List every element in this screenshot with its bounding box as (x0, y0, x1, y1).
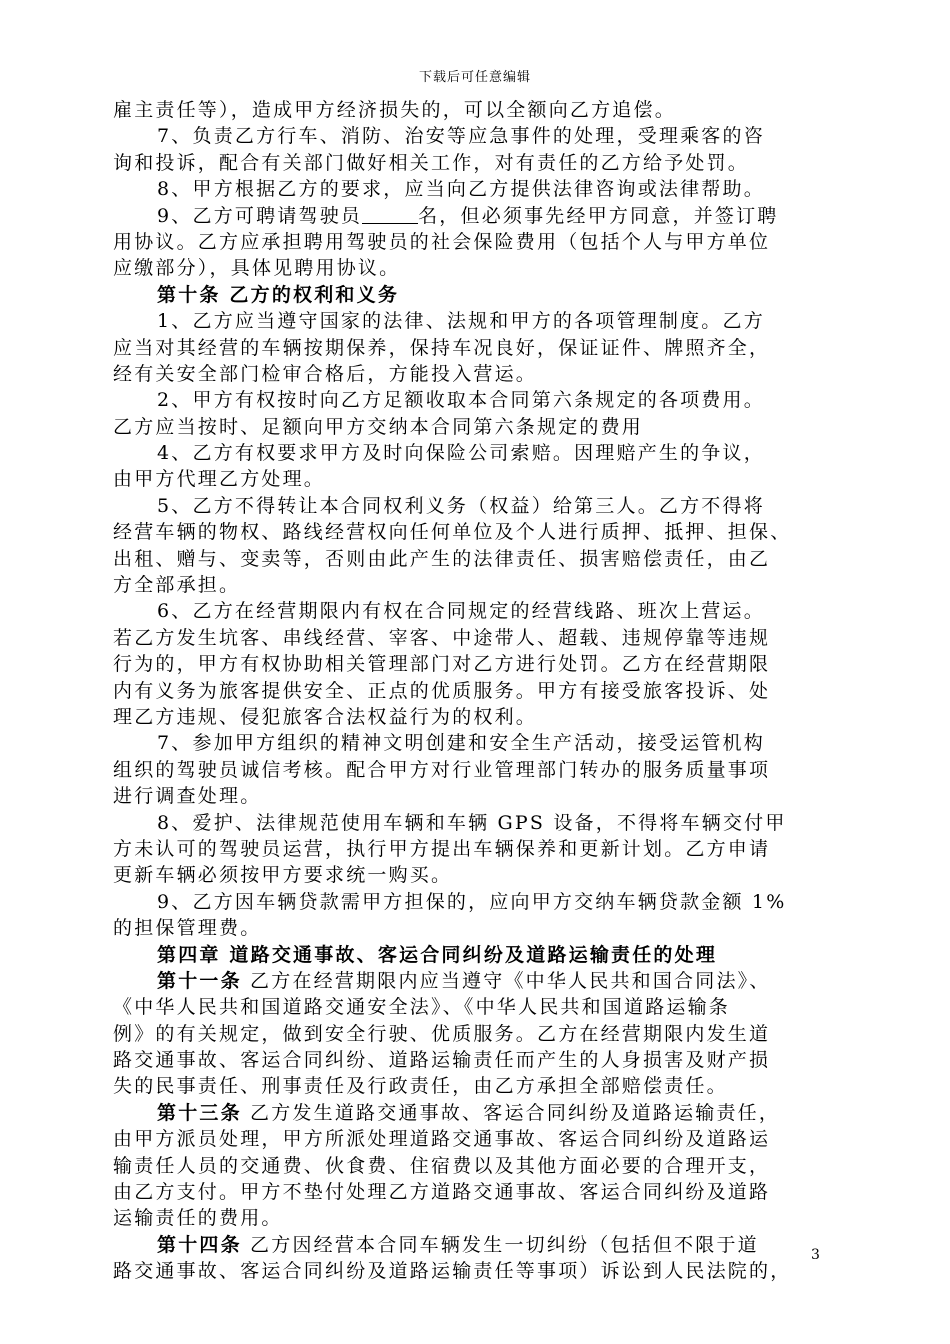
line-text: 经有关安全部门检审合格后，方能投入营运。 (113, 362, 538, 385)
line-text: 方未认可的驾驶员运营，执行甲方提出车辆保养和更新计划。乙方申请 (113, 837, 771, 860)
page-number: 3 (811, 1247, 820, 1263)
text-line (113, 1258, 833, 1284)
text-line (113, 493, 833, 519)
line-text: 6、乙方在经营期限内有权在合同规定的经营线路、班次上营运。 (157, 600, 765, 623)
line-text: 7、参加甲方组织的精神文明创建和安全生产活动，接受运管机构 (157, 732, 765, 755)
text-line (113, 757, 833, 783)
line-text: 询和投诉，配合有关部门做好相关工作，对有责任的乙方给予处罚。 (113, 151, 750, 174)
text-line (113, 440, 833, 466)
line-text: 若乙方发生坑客、串线经营、宰客、中途带人、超载、违规停靠等违规 (113, 626, 771, 649)
line-text: 4、乙方有权要求甲方及时向保险公司索赔。因理赔产生的争议， (157, 442, 765, 465)
text-line (113, 598, 833, 624)
line-text: 2、甲方有权按时向乙方足额收取本合同第六条规定的各项费用。 (157, 389, 765, 412)
line-text: 8、爱护、法律规范使用车辆和车辆 GPS 设备，不得将车辆交付甲 (157, 811, 787, 834)
line-text: 进行调查处理。 (113, 785, 262, 808)
text-line (113, 255, 833, 281)
line-text: 经营车辆的物权、路线经营权向任何单位及个人进行质押、抵押、担保、 (113, 521, 792, 544)
text-line (113, 150, 833, 176)
text-line (113, 546, 833, 572)
line-text: 失的民事责任、刑事责任及行政责任，由乙方承担全部赔偿责任。 (113, 1075, 728, 1098)
line-text: 行为的，甲方有权协助相关管理部门对乙方进行处罚。乙方在经营期限 (113, 653, 771, 676)
text-line (113, 836, 833, 862)
line-text: 7、负责乙方行车、消防、治安等应急事件的处理，受理乘客的咨 (157, 125, 765, 148)
line-text: 由甲方代理乙方处理。 (113, 468, 326, 491)
text-line (113, 466, 833, 492)
text-line (113, 1232, 833, 1258)
line-text: 9、乙方因车辆贷款需甲方担保的，应向甲方交纳车辆贷款金额 1% (157, 890, 787, 913)
text-line (113, 704, 833, 730)
text-line (113, 308, 833, 334)
line-text: 输责任人员的交通费、伙食费、住宿费以及其他方面必要的合理开支， (113, 1154, 771, 1177)
line-text: 1、乙方应当遵守国家的法律、法规和甲方的各项管理制度。乙方 (157, 310, 765, 333)
line-text: 第十条 乙方的权利和义务 (157, 283, 400, 306)
line-text: 应当对其经营的车辆按期保养，保持车况良好，保证证件、牌照齐全， (113, 336, 771, 359)
text-line (113, 414, 833, 440)
line-text: 路交通事故、客运合同纠纷、道路运输责任而产生的人身损害及财产损 (113, 1049, 771, 1072)
line-text: 9、乙方可聘请驾驶员 (157, 204, 363, 227)
text-line (113, 176, 833, 202)
text-line (113, 783, 833, 809)
line-text: 运输责任的费用。 (113, 1207, 283, 1230)
line-text-after-blank: 名，但必须事先经甲方同意，并签订聘 (418, 204, 779, 227)
text-line (113, 519, 833, 545)
text-line (113, 387, 833, 413)
line-text: 《中华人民共和国道路交通安全法》、《中华人民共和国道路运输条 (113, 996, 731, 1019)
line-text: 例》的有关规定，做到安全行驶、优质服务。乙方在经营期限内发生道 (113, 1022, 771, 1045)
text-line (113, 361, 833, 387)
article-number: 第十四条 (157, 1233, 242, 1256)
document-body (113, 97, 833, 1285)
line-text: 乙方发生道路交通事故、客运合同纠纷及道路运输责任， (241, 1101, 781, 1124)
line-text: 路交通事故、客运合同纠纷及道路运输责任等事项）诉讼到人民法院的， (113, 1260, 792, 1283)
line-text: 应缴部分），具体见聘用协议。 (113, 257, 401, 280)
text-line (113, 968, 833, 994)
section-heading (113, 282, 833, 308)
line-text: 理乙方违规、侵犯旅客合法权益行为的权利。 (113, 705, 538, 728)
text-line (113, 651, 833, 677)
page-header: 下载后可任意编辑 (418, 70, 531, 85)
text-line (113, 203, 833, 229)
text-line (113, 572, 833, 598)
text-line (113, 1205, 833, 1231)
text-line (113, 229, 833, 255)
line-text: 由甲方派员处理，甲方所派处理道路交通事故、客运合同纠纷及道路运 (113, 1128, 771, 1151)
text-line (113, 625, 833, 651)
text-line (113, 1153, 833, 1179)
line-text: 更新车辆必须按甲方要求统一购买。 (113, 864, 453, 887)
text-line (113, 1179, 833, 1205)
text-line (113, 810, 833, 836)
section-heading (113, 942, 833, 968)
line-text: 第四章 道路交通事故、客运合同纠纷及道路运输责任的处理 (157, 943, 718, 966)
line-text: 用协议。乙方应承担聘用驾驶员的社会保险费用（包括个人与甲方单位 (113, 230, 771, 253)
line-text: 出租、赠与、变卖等，否则由此产生的法律责任、损害赔偿责任，由乙 (113, 547, 771, 570)
text-line (113, 1100, 833, 1126)
line-text: 方全部承担。 (113, 574, 241, 597)
text-line (113, 1073, 833, 1099)
text-line (113, 335, 833, 361)
article-number: 第十一条 (157, 969, 242, 992)
text-line (113, 1126, 833, 1152)
line-text: 组织的驾驶员诚信考核。配合甲方对行业管理部门转办的服务质量事项 (113, 758, 771, 781)
text-line (113, 123, 833, 149)
text-line (113, 994, 833, 1020)
fill-in-blank (362, 204, 418, 224)
text-line (113, 678, 833, 704)
line-text: 乙方因经营本合同车辆发生一切纠纷（包括但不限于道 (241, 1233, 759, 1256)
line-text: 5、乙方不得转让本合同权利义务（权益）给第三人。乙方不得将 (157, 494, 765, 517)
line-text: 乙方应当按时、足额向甲方交纳本合同第六条规定的费用 (113, 415, 644, 438)
line-text: 乙方在经营期限内应当遵守《中华人民共和国合同法》、 (241, 969, 771, 992)
text-line (113, 730, 833, 756)
text-line (113, 889, 833, 915)
text-line (113, 1047, 833, 1073)
line-text: 内有义务为旅客提供安全、正点的优质服务。甲方有接受旅客投诉、处 (113, 679, 771, 702)
line-text: 8、甲方根据乙方的要求，应当向乙方提供法律咨询或法律帮助。 (157, 178, 765, 201)
line-text: 雇主责任等），造成甲方经济损失的，可以全额向乙方追偿。 (113, 99, 676, 121)
text-line (113, 97, 833, 123)
text-line (113, 1021, 833, 1047)
line-text: 由乙方支付。甲方不垫付处理乙方道路交通事故、客运合同纠纷及道路 (113, 1181, 771, 1204)
text-line (113, 915, 833, 941)
article-number: 第十三条 (157, 1101, 242, 1124)
text-line (113, 862, 833, 888)
line-text: 的担保管理费。 (113, 917, 262, 940)
